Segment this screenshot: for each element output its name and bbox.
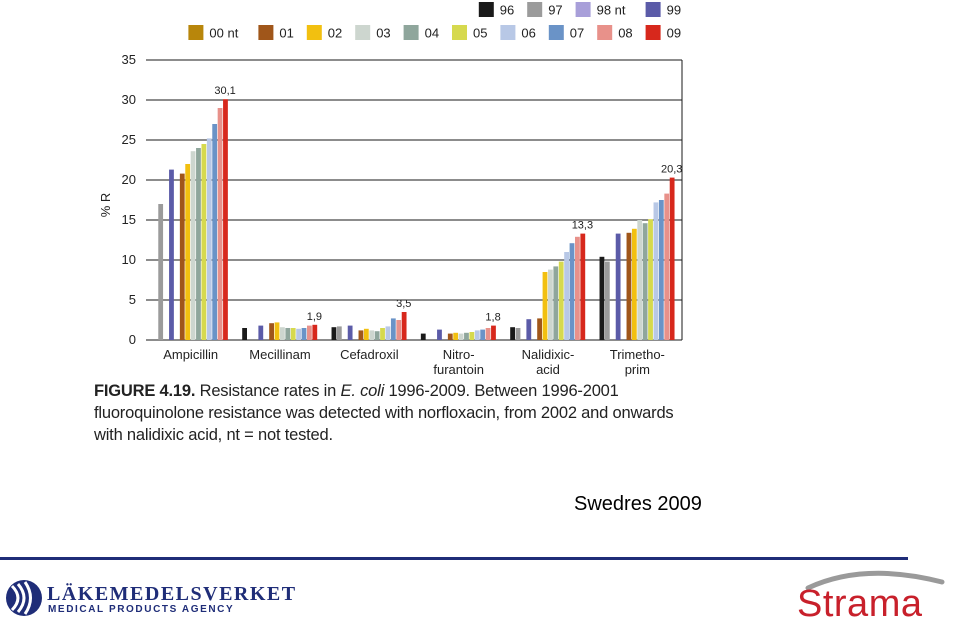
bar (469, 332, 474, 340)
bar (553, 266, 558, 340)
lakemedelsverket-name: LÄKEMEDELSVERKET (47, 583, 297, 605)
legend-label: 99 (666, 2, 682, 18)
bar (158, 204, 163, 340)
bar (605, 262, 610, 340)
legend-swatch (549, 25, 564, 40)
bar (637, 220, 642, 340)
bar (659, 200, 664, 340)
data-label: 1,8 (485, 311, 501, 324)
legend-label: 02 (327, 25, 343, 41)
bar (218, 108, 223, 340)
data-label: 30,1 (214, 85, 236, 98)
bar (491, 326, 496, 340)
legend-label: 06 (521, 25, 536, 41)
bar (185, 164, 190, 340)
category-label: Cefadroxil (340, 347, 399, 362)
bar (664, 194, 669, 340)
bar (391, 318, 396, 340)
legend-label: 08 (618, 25, 633, 41)
bar (475, 330, 480, 340)
bar (402, 312, 407, 340)
legend-swatch (479, 2, 494, 17)
legend-label: 07 (569, 25, 585, 41)
legend-label: 04 (424, 25, 440, 41)
legend-label: 05 (473, 25, 488, 41)
bar (375, 331, 380, 340)
category-label: Trimetho- (609, 347, 665, 362)
category-label: furantoin (433, 362, 484, 377)
footer-divider (0, 557, 908, 560)
legend-swatch (646, 25, 661, 40)
y-axis-ticks (122, 52, 136, 347)
legend-label: 98 nt (596, 2, 626, 18)
bar (364, 329, 369, 340)
bar (302, 328, 307, 340)
category-label: Nitro- (442, 347, 475, 362)
y-tick-label: 0 (128, 332, 136, 347)
data-labels (214, 85, 682, 323)
bar (269, 323, 274, 340)
y-tick-label: 20 (121, 172, 136, 187)
bar (242, 328, 247, 340)
legend-swatch (597, 25, 612, 40)
category-label: prim (624, 362, 650, 377)
bar (670, 178, 675, 340)
data-label: 13,3 (571, 219, 594, 232)
y-tick-label: 5 (128, 292, 136, 307)
bar (348, 326, 353, 340)
category-label: Mecillinam (249, 347, 311, 362)
y-axis-label: % R (98, 192, 113, 218)
legend-swatch (258, 25, 273, 40)
lakemedelsverket-subtitle: MEDICAL PRODUCTS AGENCY (48, 604, 235, 615)
caption-text-1: Resistance rates in (195, 382, 341, 400)
bar (169, 170, 174, 340)
legend-label: 03 (376, 25, 391, 41)
data-label: 3,5 (396, 298, 412, 310)
legend-swatch (404, 25, 419, 40)
bar (296, 329, 301, 340)
bar (212, 124, 217, 340)
bar (275, 322, 280, 340)
bar (448, 334, 453, 340)
bar (600, 257, 605, 340)
legend-swatch (307, 25, 322, 40)
legend-swatch (452, 25, 467, 40)
legend-label: 96 (499, 2, 515, 18)
legend-label: 01 (279, 25, 294, 41)
caption-text-2: 1996-2009. Between 1996-2001 fluoroquinolone resistance was detected with norfloxacin, from 2002 and onwards with nalidixic acid, nt = not tested. (94, 382, 674, 444)
bar (207, 138, 212, 340)
y-tick-label: 25 (121, 132, 136, 147)
bar (201, 144, 206, 340)
bar (575, 237, 580, 340)
bar (616, 234, 621, 340)
bar (543, 272, 548, 340)
bar (516, 328, 521, 340)
legend-swatch (188, 25, 203, 40)
bar (537, 318, 542, 340)
bar (453, 333, 458, 340)
legend-swatch (355, 25, 370, 40)
category-label: acid (536, 362, 560, 377)
bar (285, 328, 290, 340)
bar (510, 327, 515, 340)
legend (188, 2, 681, 41)
bar (280, 327, 285, 340)
bar (369, 330, 374, 340)
bar (486, 328, 491, 340)
category-label: Ampicillin (163, 347, 219, 362)
bar (648, 219, 653, 340)
bar (459, 334, 464, 340)
bar (570, 243, 575, 340)
legend-label: 97 (548, 2, 563, 18)
data-label: 20,3 (661, 163, 683, 176)
bar (180, 174, 185, 340)
legend-swatch (500, 25, 515, 40)
legend-label: 00 nt (209, 25, 239, 41)
bar (307, 326, 312, 340)
bar (223, 99, 228, 340)
category-label: Nalidixic- (521, 347, 575, 362)
bar (191, 151, 196, 340)
bar (258, 326, 263, 340)
bar (396, 320, 401, 340)
bar (580, 234, 585, 340)
bar (359, 330, 364, 340)
bar (380, 328, 385, 340)
bar (627, 233, 632, 340)
bar (312, 325, 317, 340)
bar (564, 252, 569, 340)
bar (386, 326, 391, 340)
legend-swatch (646, 2, 661, 17)
data-label: 1,9 (306, 310, 323, 323)
y-tick-label: 15 (121, 212, 136, 227)
bar (480, 330, 485, 340)
legend-swatch (576, 2, 591, 17)
caption-label: FIGURE 4.19. (94, 382, 196, 400)
bar (654, 202, 659, 340)
legend-swatch (527, 2, 542, 17)
bar (559, 262, 564, 340)
bar (464, 333, 469, 340)
strama-logo-text: Strama (797, 583, 923, 625)
y-tick-label: 10 (121, 252, 136, 267)
bar (196, 148, 201, 340)
bar (291, 328, 296, 340)
bar (421, 334, 426, 340)
category-labels (163, 347, 665, 377)
bar (437, 330, 442, 340)
source-credit: Swedres 2009 (574, 493, 702, 515)
bar (632, 229, 637, 340)
y-tick-label: 35 (121, 52, 136, 67)
bar (548, 270, 553, 340)
y-tick-label: 30 (121, 92, 136, 107)
caption-italic: E. coli (340, 382, 385, 400)
legend-label: 09 (666, 25, 682, 41)
bar (337, 326, 342, 340)
figure-caption (94, 380, 694, 446)
bar (526, 319, 531, 340)
bar (643, 223, 648, 340)
bar (332, 327, 337, 340)
